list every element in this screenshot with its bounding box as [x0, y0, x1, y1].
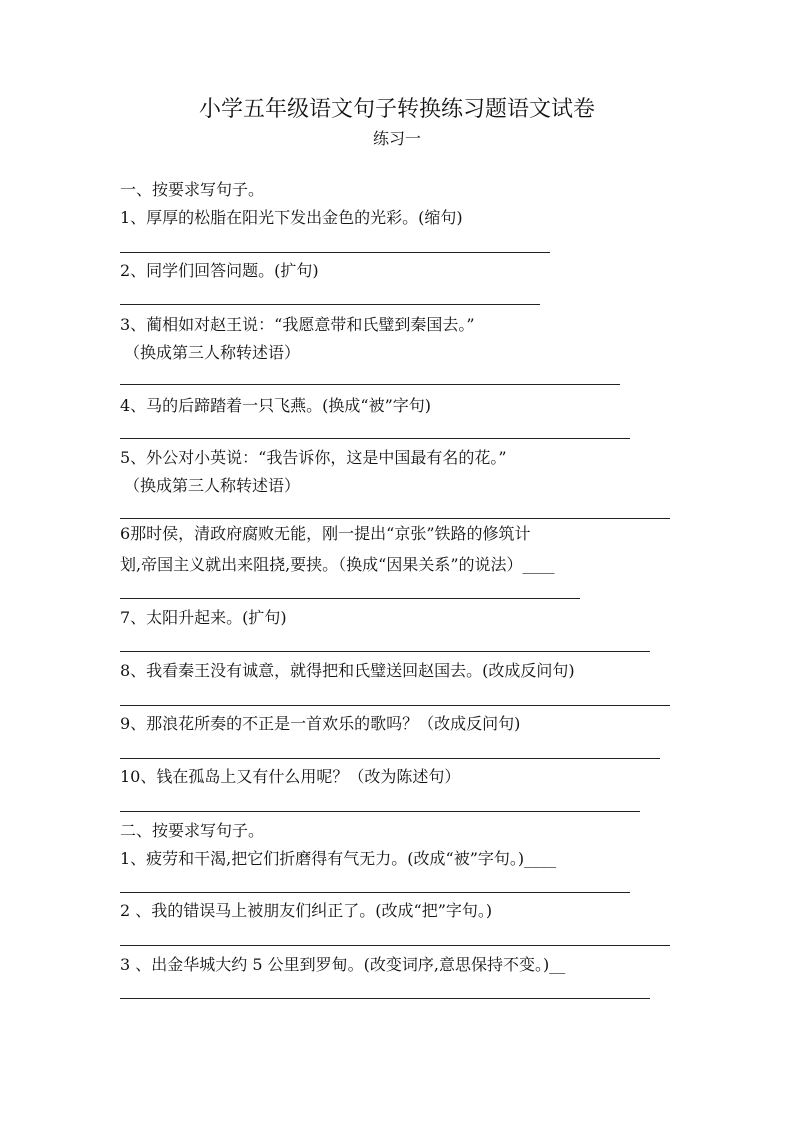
answer-line-8[interactable]: [120, 705, 670, 706]
question-3-instruction: （换成第三人称转述语）: [124, 343, 301, 362]
answer-line-9[interactable]: [120, 758, 660, 759]
answer-line-1[interactable]: [120, 252, 550, 253]
question-6: 6那时侯，清政府腐败无能，刚一提出“京张”铁路的修筑计: [120, 524, 531, 543]
question-9: 9、那浪花所奏的不正是一首欢乐的歌吗？（改成反问句): [120, 714, 521, 733]
question-8: 8、我看秦王没有诚意，就得把和氏璧送回赵国去。(改成反问句): [120, 661, 575, 680]
question-1: 1、厚厚的松脂在阳光下发出金色的光彩。(缩句): [120, 208, 463, 227]
answer-line-7[interactable]: [120, 651, 650, 652]
question-5-instruction: （换成第三人称转述语）: [124, 476, 301, 495]
question-6-continued: 划,帝国主义就出来阻挠,要挟。（换成“因果关系”的说法）____: [120, 555, 555, 574]
answer-line-5[interactable]: [120, 518, 670, 519]
page-title: 小学五年级语文句子转换练习题语文试卷: [198, 97, 595, 122]
question-2-3: 3 、出金华城大约 5 公里到罗甸。(改变词序,意思保持不变。)__: [120, 955, 566, 974]
section-heading-1: 一、按要求写句子。: [120, 180, 265, 199]
answer-line-3[interactable]: [120, 384, 620, 385]
question-10: 10、钱在孤岛上又有什么用呢？（改为陈述句）: [120, 767, 461, 786]
answer-line-2-2[interactable]: [120, 945, 670, 946]
answer-line-4[interactable]: [120, 438, 630, 439]
question-5: 5、外公对小英说：“我告诉你，这是中国最有名的花。”: [120, 448, 507, 467]
question-3: 3、蔺相如对赵王说：“我愿意带和氏璧到秦国去。”: [120, 315, 475, 334]
question-2-2: 2 、我的错误马上被朋友们纠正了。(改成“把”字句。): [120, 901, 493, 920]
question-2-1: 1、疲劳和干渴,把它们折磨得有气无力。(改成“被”字句。)____: [120, 849, 557, 868]
answer-line-10[interactable]: [120, 811, 640, 812]
question-7: 7、太阳升起来。(扩句): [120, 608, 287, 627]
question-4: 4、马的后蹄踏着一只飞燕。(换成“被”字句): [120, 396, 432, 415]
section-heading-2: 二、按要求写句子。: [120, 821, 265, 840]
answer-line-2-1[interactable]: [120, 892, 630, 893]
answer-line-6[interactable]: [120, 598, 580, 599]
answer-line-2-3[interactable]: [120, 998, 650, 999]
answer-line-2[interactable]: [120, 304, 540, 305]
question-2: 2、同学们回答问题。(扩句): [120, 261, 319, 280]
page-subtitle: 练习一: [372, 129, 421, 148]
